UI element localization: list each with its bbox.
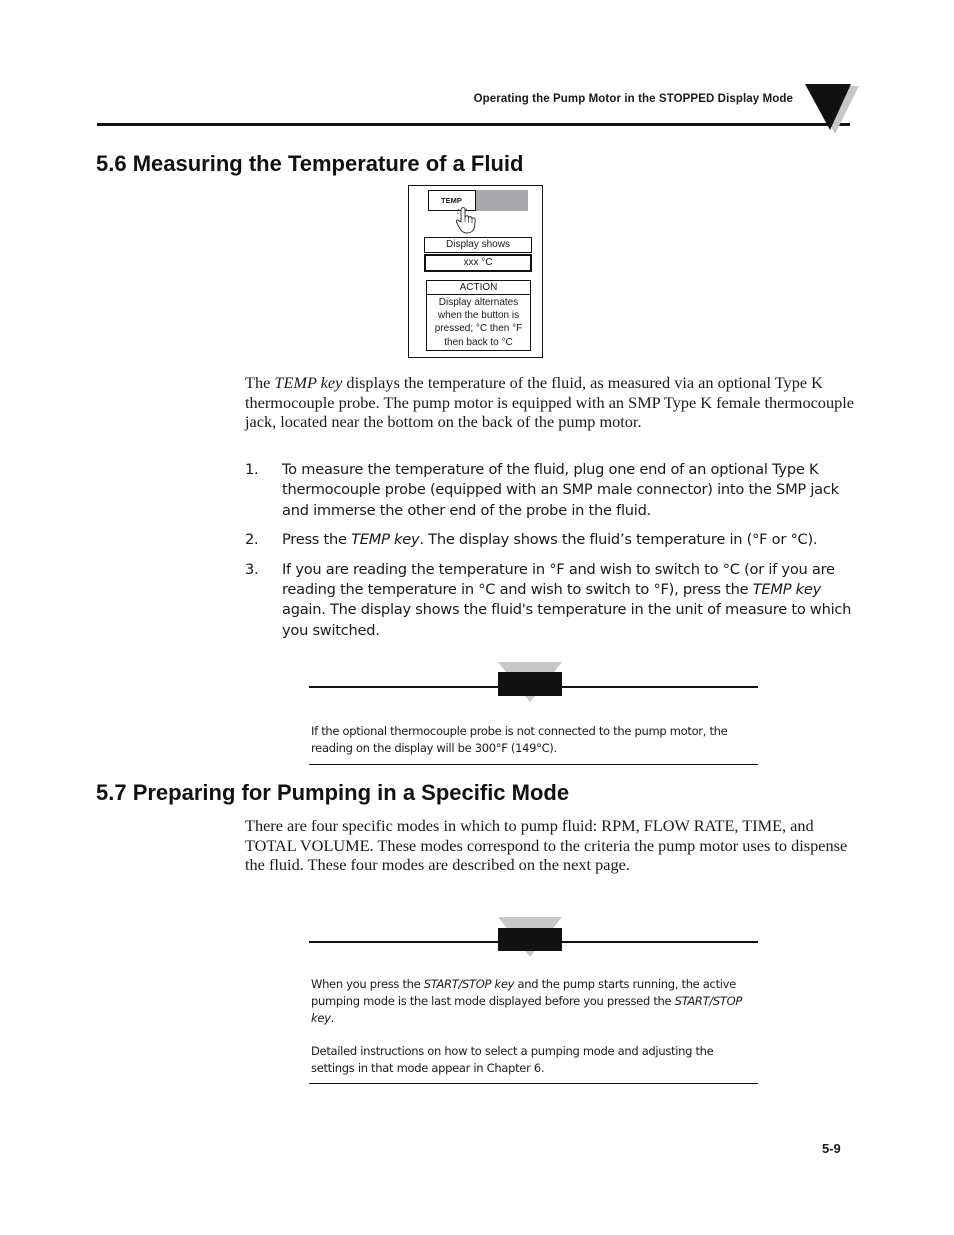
note-paragraph-2: Detailed instructions on how to select a pumping mode and adjusting the settings in that mode appear in Chapter 6. xyxy=(311,1044,714,1075)
step-text-before: Press the xyxy=(282,531,352,549)
list-item xyxy=(245,560,860,642)
note-bottom-rule xyxy=(309,1083,758,1084)
list-item xyxy=(245,530,860,550)
temp-key-figure xyxy=(408,185,543,358)
note-text-after: . xyxy=(330,1011,334,1025)
note-paragraph-1 xyxy=(311,976,756,1027)
action-heading: ACTION xyxy=(427,281,530,295)
note-bottom-rule xyxy=(309,764,758,765)
action-description: Display alternates when the button is pressed; °C then °F then back to °C xyxy=(434,297,523,348)
start-stop-key-term: START/STOP key xyxy=(311,994,742,1025)
note-text: If the optional thermocouple probe is not connected to the pump motor, the reading on the display will be 300°F (149°C). xyxy=(311,724,728,755)
intro-text: displays the temperature of the fluid, as measured via an optional Type K thermocouple probe. The pump motor is equipped with an SMP Type K female thermocouple jack, located near the bottom on the back of the pump motor. xyxy=(245,373,854,432)
note-text-middle: and the pump starts running, the active pumping mode is the last mode displayed before you pressed the xyxy=(311,977,736,1008)
step-number: 3. xyxy=(245,560,259,578)
pumping-modes-paragraph: There are four specific modes in which to pump fluid: RPM, FLOW RATE, TIME, and TOTAL VOLUME. These modes correspond to the criteria the pump motor uses to dispense the fluid. These four modes are described on the next page. xyxy=(245,816,848,875)
section-5-7-title: 5.7 Preparing for Pumping in a Specific Mode xyxy=(96,780,570,805)
temp-key-term: TEMP key xyxy=(351,531,420,549)
pointing-hand-icon xyxy=(454,206,478,234)
note-top-rule xyxy=(309,941,758,943)
display-readout: xxx °C xyxy=(424,254,532,272)
list-item xyxy=(245,460,860,521)
temp-key-panel-shade xyxy=(476,190,528,211)
header-rule xyxy=(97,123,850,126)
action-box xyxy=(426,280,531,351)
step-text: To measure the temperature of the fluid, plug one end of an optional Type K thermocouple probe (equipped with an SMP male connector) into the SMP jack and immerse the other end of the probe in the fluid. xyxy=(282,461,839,519)
note-top-rule xyxy=(309,686,758,688)
note-triangle-icon xyxy=(498,662,562,702)
note-triangle-icon xyxy=(498,917,562,957)
step-text-before: If you are reading the temperature in °F and wish to switch to °C (or if you are reading the temperature in °C and wish to switch to °F), press the xyxy=(282,560,835,599)
start-stop-key-term: START/STOP key xyxy=(423,977,515,991)
intro-prefix: The xyxy=(245,373,275,392)
display-shows-label: Display shows xyxy=(424,237,532,253)
step-text-after: . The display shows the fluid’s temperature in (°F or °C). xyxy=(419,531,818,549)
running-header-title: Operating the Pump Motor in the STOPPED Display Mode xyxy=(473,93,793,105)
temperature-steps-list xyxy=(245,460,860,650)
temp-key-term: TEMP key xyxy=(274,373,343,392)
page-number: 5-9 xyxy=(822,1141,841,1156)
step-number: 1. xyxy=(245,461,259,478)
note-text-before: When you press the xyxy=(311,977,424,991)
temp-key-button: TEMP xyxy=(428,190,476,211)
note-start-stop xyxy=(309,917,758,1085)
step-text-after: again. The display shows the fluid's temperature in the unit of measure to which you switched. xyxy=(282,601,852,639)
section-5-6-title: 5.6 Measuring the Temperature of a Fluid xyxy=(96,151,524,176)
header-triangle-icon xyxy=(805,84,861,136)
temp-key-term: TEMP key xyxy=(752,581,821,599)
step-number: 2. xyxy=(245,531,259,549)
note-thermocouple xyxy=(309,662,758,766)
temp-key-intro-paragraph xyxy=(245,373,860,432)
